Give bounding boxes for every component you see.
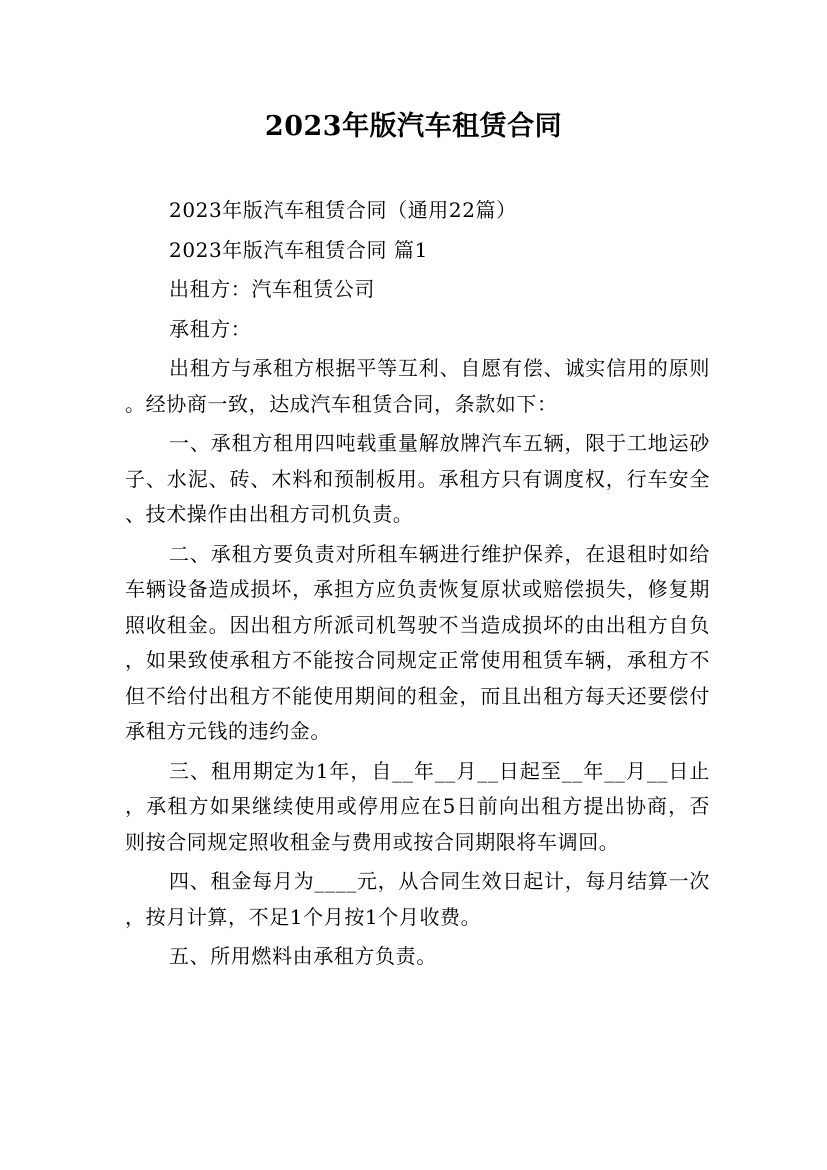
paragraph-clause-1: 一、承租方租用四吨载重量解放牌汽车五辆，限于工地运砂子、水泥、砖、木料和预制板用。承租方只有调度权，行车安全、技术操作由出租方司机负责。 [125, 431, 710, 526]
section-heading: 2023年版汽车租赁合同 篇1 [169, 237, 428, 262]
paragraph-clause-5: 五、所用燃料由承租方负责。 [169, 944, 437, 968]
paragraph-clause-4: 四、租金每月为____元，从合同生效日起计，每月结算一次，按月计算，不足1个月按1个月收费。 [125, 869, 710, 929]
paragraph-clause-2: 二、承租方要负责对所租车辆进行维护保养，在退租时如给车辆设备造成损坏，承担方应负责恢复原状或赔偿损失，修复期照收租金。因出租方所派司机驾驶不当造成损坏的由出租方自负，如果致使承租方不能按合同规定正常使用租赁车辆，承租方不但不给付出租方不能使用期间的租金，而且出租方每天还要偿付承租方元钱的违约金。 [125, 541, 710, 743]
paragraph-clause-3: 三、租用期定为1年，自__年__月__日起至__年__月__日止，承租方如果继续使用或停用应在5日前向出租方提出协商，否则按合同规定照收租金与费用或按合同期限将车调回。 [125, 758, 710, 854]
document-body [125, 193, 710, 975]
document-title: 2023年版汽车租赁合同 [264, 111, 563, 142]
paragraph-principle: 出租方与承租方根据平等互利、自愿有偿、诚实信用的原则。经协商一致，达成汽车租赁合同，条款如下： [125, 356, 710, 416]
lessee-line: 承租方： [169, 316, 252, 341]
document-subtitle: 2023年版汽车租赁合同（通用22篇） [169, 198, 517, 222]
lessor-line: 出租方：汽车租赁公司 [169, 277, 375, 301]
